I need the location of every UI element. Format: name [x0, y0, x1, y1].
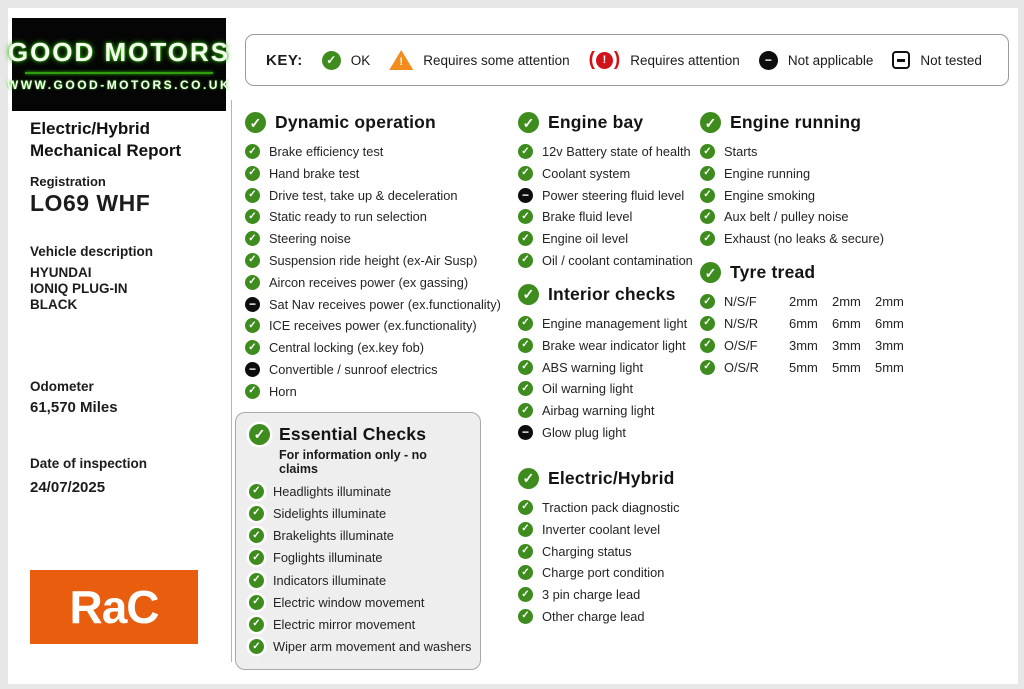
check-item-label: O/S/F — [724, 337, 758, 353]
vehicle-colour: BLACK — [30, 296, 78, 312]
check-list — [249, 483, 472, 655]
ok-icon — [249, 595, 264, 610]
check-item — [245, 253, 489, 268]
key-item-label: Not applicable — [787, 52, 874, 68]
tyre-tread-value: 6mm — [789, 315, 818, 331]
ok-icon — [518, 522, 533, 537]
odometer-label: Odometer — [30, 379, 94, 394]
tyre-tread-value: 2mm — [832, 294, 861, 310]
check-list — [700, 144, 928, 246]
check-item-label: Brake wear indicator light — [542, 337, 686, 353]
tyre-tread-value: 3mm — [789, 337, 818, 353]
section-engine-running — [700, 112, 928, 246]
tyre-tread-value: 3mm — [875, 337, 904, 353]
check-item-label: Electric window movement — [273, 594, 425, 610]
check-item — [518, 500, 710, 515]
ok-icon — [518, 338, 533, 353]
logo-divider — [25, 72, 213, 74]
ok-icon — [700, 209, 715, 224]
ok-icon — [518, 500, 533, 515]
check-item — [518, 522, 710, 537]
check-item-label: Starts — [724, 144, 758, 159]
ok-icon — [245, 318, 260, 333]
alert-core-icon — [596, 52, 613, 69]
check-item — [518, 316, 710, 331]
check-item — [249, 506, 468, 521]
check-item — [245, 275, 489, 290]
not-applicable-icon — [245, 362, 260, 377]
ok-icon — [245, 384, 260, 399]
section-title: Engine bay — [548, 112, 644, 132]
check-item-label: Oil warning light — [542, 381, 634, 397]
section-header — [518, 284, 710, 305]
ok-icon — [245, 144, 260, 159]
column-engine-interior-electric — [518, 112, 710, 631]
ok-icon — [700, 360, 715, 375]
section-header — [700, 112, 928, 133]
rac-logo-text: RaC — [69, 581, 159, 633]
report-title: Electric/Hybrid Mechanical Report — [30, 119, 182, 161]
check-item-label: Oil / coolant contamination — [542, 252, 693, 268]
ok-icon — [700, 112, 721, 133]
ok-icon — [249, 573, 264, 588]
check-item — [249, 528, 468, 543]
check-item — [518, 544, 710, 559]
check-item — [700, 360, 928, 375]
check-item — [518, 231, 710, 246]
ok-icon — [700, 262, 721, 283]
section-header — [245, 112, 489, 133]
ok-icon — [518, 565, 533, 580]
ok-icon — [700, 231, 715, 246]
section-header — [249, 424, 468, 445]
check-item-label: Hand brake test — [269, 165, 360, 181]
ok-icon — [518, 144, 533, 159]
check-item — [245, 340, 489, 355]
check-item-label: Inverter coolant level — [542, 521, 661, 537]
not-applicable-icon — [518, 188, 533, 203]
key-item-ok — [322, 51, 371, 70]
check-item — [700, 294, 928, 309]
check-item-label: Other charge lead — [542, 608, 645, 624]
key-item-requires-attention — [589, 49, 740, 71]
tyre-tread-value: 5mm — [832, 359, 861, 375]
ok-icon — [245, 340, 260, 355]
check-item — [518, 144, 710, 159]
check-item — [518, 338, 710, 353]
dealer-name: GOOD MOTORS — [7, 37, 231, 67]
not-applicable-icon — [245, 297, 260, 312]
ok-icon — [249, 550, 264, 565]
check-item — [245, 362, 489, 377]
section-header — [518, 468, 710, 489]
section-title: Engine running — [730, 112, 862, 132]
check-list — [518, 316, 710, 440]
section-header — [700, 262, 928, 283]
ok-icon — [518, 284, 539, 305]
tyre-tread-value: 3mm — [832, 337, 861, 353]
check-item-label: Aircon receives power (ex gassing) — [269, 274, 469, 290]
check-item — [245, 166, 489, 181]
check-item — [245, 318, 489, 333]
key-item-some-attention — [389, 50, 569, 70]
tyre-tread-value: 2mm — [789, 294, 818, 310]
check-item-label: Brakelights illuminate — [273, 528, 394, 544]
check-item — [518, 253, 710, 268]
dealer-website: WWW.GOOD-MOTORS.CO.UK — [6, 78, 232, 92]
ok-icon — [245, 166, 260, 181]
report-page — [8, 8, 1018, 684]
ok-icon — [249, 528, 264, 543]
section-engine-bay — [518, 112, 710, 268]
ok-icon — [245, 188, 260, 203]
ok-icon — [518, 316, 533, 331]
check-item — [518, 403, 710, 418]
not-tested-icon — [892, 51, 910, 69]
check-item-label: Electric mirror movement — [273, 616, 416, 632]
check-item-label: Aux belt / pulley noise — [724, 209, 849, 225]
check-item-label: Exhaust (no leaks & secure) — [724, 231, 885, 247]
check-item — [700, 209, 928, 224]
ok-icon — [249, 617, 264, 632]
ok-icon — [518, 112, 539, 133]
ok-icon — [518, 231, 533, 246]
key-item-label: Requires attention — [630, 52, 740, 68]
check-item — [518, 609, 710, 624]
check-item-label: Headlights illuminate — [273, 483, 392, 499]
ok-icon — [245, 275, 260, 290]
ok-icon — [700, 338, 715, 353]
ok-icon — [322, 51, 341, 70]
check-item — [700, 231, 928, 246]
check-item-label: Horn — [269, 383, 297, 399]
check-item-label: Steering noise — [269, 231, 351, 247]
check-item-label: N/S/F — [724, 294, 757, 310]
ok-icon — [249, 424, 270, 445]
check-list — [245, 144, 501, 399]
check-item-label: Glow plug light — [542, 424, 626, 440]
ok-icon — [518, 166, 533, 181]
vehicle-description — [30, 265, 128, 313]
tyre-tread-value: 6mm — [875, 315, 904, 331]
check-item-label: Central locking (ex.key fob) — [269, 340, 425, 356]
check-item — [249, 573, 468, 588]
ok-icon — [245, 231, 260, 246]
vehicle-make: HYUNDAI — [30, 265, 92, 280]
ok-icon — [518, 587, 533, 602]
section-title: Electric/Hybrid — [548, 467, 675, 488]
ok-icon — [700, 316, 715, 331]
registration-value: LO69 WHF — [30, 190, 151, 216]
ok-icon — [700, 294, 715, 309]
ok-icon — [249, 639, 264, 654]
check-item — [700, 144, 928, 159]
section-title: Interior checks — [548, 283, 676, 304]
not-applicable-icon — [759, 51, 778, 70]
inspection-date-label: Date of inspection — [30, 456, 148, 471]
ok-icon — [249, 484, 264, 499]
tyre-tread-value: 6mm — [832, 315, 861, 331]
check-item-label: O/S/R — [724, 359, 759, 375]
inspection-date-value: 24/07/2025 — [30, 479, 106, 496]
check-item — [518, 587, 710, 602]
check-item-label: Power steering fluid level — [542, 187, 685, 203]
check-item-label: Suspension ride height (ex-Air Susp) — [269, 252, 478, 268]
check-item — [249, 484, 468, 499]
check-item-label: Wiper arm movement and washers — [273, 639, 472, 655]
ok-icon — [518, 544, 533, 559]
ok-icon — [245, 112, 266, 133]
ok-icon — [700, 166, 715, 181]
check-item — [249, 595, 468, 610]
check-item — [249, 550, 468, 565]
vehicle-description-label: Vehicle description — [30, 244, 154, 259]
ok-icon — [518, 381, 533, 396]
ok-icon — [518, 360, 533, 375]
section-title: Tyre tread — [730, 262, 816, 283]
check-item — [245, 144, 489, 159]
essential-checks-box — [235, 412, 481, 671]
check-item-label: Sidelights illuminate — [273, 505, 387, 521]
check-item — [518, 360, 710, 375]
check-item — [249, 617, 468, 632]
check-item — [245, 209, 489, 224]
check-item — [518, 565, 710, 580]
check-item — [245, 296, 501, 312]
check-item — [518, 209, 710, 224]
column-dynamic-operation — [245, 112, 501, 670]
essential-checks-subtitle: For information only - no claims — [279, 447, 427, 476]
check-item-label: Charging status — [542, 543, 632, 559]
section-header — [518, 112, 710, 133]
section-electric-hybrid — [518, 468, 710, 624]
ok-icon — [245, 253, 260, 268]
section-title: Essential Checks — [279, 423, 427, 444]
key-item-label: Not tested — [920, 52, 982, 68]
alert-circle-icon — [589, 49, 621, 71]
section-title: Dynamic operation — [275, 112, 436, 132]
key-item-not-applicable — [759, 51, 874, 70]
check-item-label: Brake fluid level — [542, 209, 633, 225]
vehicle-model: IONIQ PLUG-IN — [30, 280, 128, 296]
tyre-tread-value: 5mm — [875, 359, 904, 375]
vehicle-summary-panel — [30, 118, 225, 668]
section-dynamic-operation — [245, 112, 501, 399]
check-item — [245, 384, 489, 399]
dealer-logo — [6, 18, 232, 111]
check-item-label: N/S/R — [724, 315, 759, 331]
check-item-label: Coolant system — [542, 165, 631, 181]
check-item-label: Static ready to run selection — [269, 209, 427, 225]
warning-triangle-icon — [389, 50, 413, 70]
check-list — [518, 500, 710, 624]
odometer-value: 61,570 Miles — [30, 399, 118, 416]
check-item — [518, 188, 710, 203]
check-item-label: Airbag warning light — [542, 403, 655, 419]
check-list — [518, 144, 710, 268]
key-label: KEY: — [266, 51, 303, 69]
check-item — [518, 425, 710, 440]
check-item — [518, 381, 710, 396]
check-item-label: Engine running — [724, 165, 811, 181]
ok-icon — [245, 209, 260, 224]
not-applicable-icon — [518, 425, 533, 440]
tyre-tread-value: 5mm — [789, 359, 818, 375]
ok-icon — [700, 144, 715, 159]
ok-icon — [518, 609, 533, 624]
check-item-label: Convertible / sunroof electrics — [269, 361, 438, 377]
section-interior-checks — [518, 284, 710, 440]
registration-label: Registration — [30, 174, 106, 189]
section-tyre-tread — [700, 262, 928, 374]
check-item — [245, 188, 489, 203]
check-item — [245, 231, 489, 246]
check-item-label: 3 pin charge lead — [542, 587, 641, 603]
check-item-label: Charge port condition — [542, 565, 665, 581]
check-item-label: Traction pack diagnostic — [542, 499, 680, 515]
ok-icon — [518, 403, 533, 418]
check-item — [700, 166, 928, 181]
check-item — [700, 338, 928, 353]
key-legend — [245, 34, 1009, 86]
check-item-label: 12v Battery state of health — [542, 144, 691, 159]
check-item — [700, 316, 928, 331]
column-engine-running-tyres — [700, 112, 928, 381]
ok-icon — [518, 468, 539, 489]
check-item-label: ICE receives power (ex.functionality) — [269, 318, 477, 334]
check-item — [700, 188, 928, 203]
ok-icon — [518, 209, 533, 224]
vertical-divider — [231, 100, 232, 662]
check-item-label: ABS warning light — [542, 359, 644, 375]
check-item-label: Foglights illuminate — [273, 550, 383, 566]
check-item — [249, 639, 472, 655]
ok-icon — [700, 188, 715, 203]
ok-icon — [518, 253, 533, 268]
check-item — [518, 166, 710, 181]
key-item-not-tested — [892, 51, 982, 69]
check-item-label: Sat Nav receives power (ex.functionality) — [269, 296, 501, 312]
tyre-tread-list — [700, 294, 928, 374]
check-item-label: Drive test, take up & deceleration — [269, 187, 458, 203]
check-item-label: Indicators illuminate — [273, 572, 387, 588]
ok-icon — [249, 506, 264, 521]
key-item-label: Requires some attention — [423, 52, 570, 68]
check-item-label: Engine smoking — [724, 187, 816, 203]
check-item-label: Engine management light — [542, 315, 688, 331]
tyre-tread-value: 2mm — [875, 294, 904, 310]
check-item-label: Brake efficiency test — [269, 144, 384, 159]
rac-logo — [30, 570, 198, 644]
key-item-label: OK — [350, 52, 371, 68]
check-item-label: Engine oil level — [542, 231, 629, 247]
